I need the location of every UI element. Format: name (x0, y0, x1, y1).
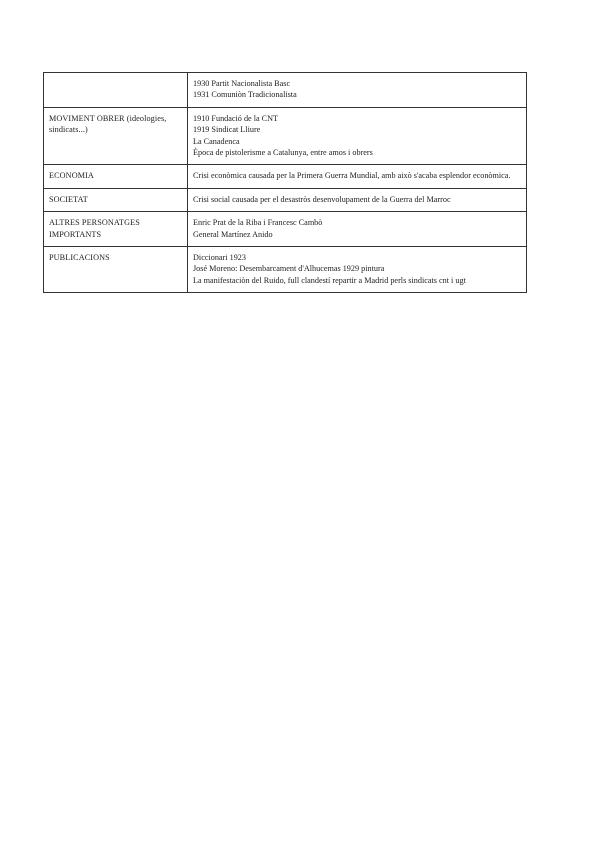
table-row (44, 165, 527, 188)
table-row (44, 107, 527, 165)
row-content-cell (188, 188, 527, 211)
content-line: 1910 Fundació de la CNT (193, 113, 279, 123)
content-line: José Moreno: Desembarcament d'Alhucemas 1929 pintura (193, 264, 385, 274)
table-row (44, 212, 527, 247)
content-line: La Canadenca (193, 136, 240, 146)
content-line: Crisi social causada per el desastròs desenvolupament de la Guerra del Marroc (193, 194, 451, 204)
row-content-cell (188, 107, 527, 165)
row-content-cell (188, 212, 527, 247)
row-label-cell: SOCIETAT (44, 188, 188, 211)
row-content-cell (188, 73, 527, 108)
content-line: 1931 Comuniòn Tradicionalista (193, 90, 297, 100)
table-row (44, 73, 527, 108)
content-line: General Martínez Anido (193, 229, 273, 239)
content-line: Enric Prat de la Riba i Francesc Cambò (193, 218, 323, 228)
row-label-cell: ALTRES PERSONATGES IMPORTANTS (44, 212, 188, 247)
content-line: 1930 Partit Nacionalista Basc (193, 79, 291, 88)
row-content-cell (188, 165, 527, 188)
row-label-cell (44, 73, 188, 108)
content-line: Època de pistolerisme a Catalunya, entre amos i obrers (193, 148, 373, 158)
row-label-cell: ECONOMIA (44, 165, 188, 188)
table-row (44, 247, 527, 293)
content-line: La manifestaciòn del Ruido, full clandestí repartir a Madrid perls sindicats cnt i ugt (193, 275, 466, 285)
history-table (43, 72, 527, 293)
row-label-cell: PUBLICACIONS (44, 247, 188, 293)
content-line: Crisi econòmica causada per la Primera Guerra Mundial, amb això s'acaba esplendor econòmica. (193, 171, 511, 181)
row-content-cell (188, 247, 527, 293)
row-label-cell: MOVIMENT OBRER (ideologies, sindicats...) (44, 107, 188, 165)
content-line: Diccionari 1923 (193, 253, 246, 263)
table-row (44, 188, 527, 211)
content-line: 1919 Sindicat Lliure (193, 125, 261, 135)
